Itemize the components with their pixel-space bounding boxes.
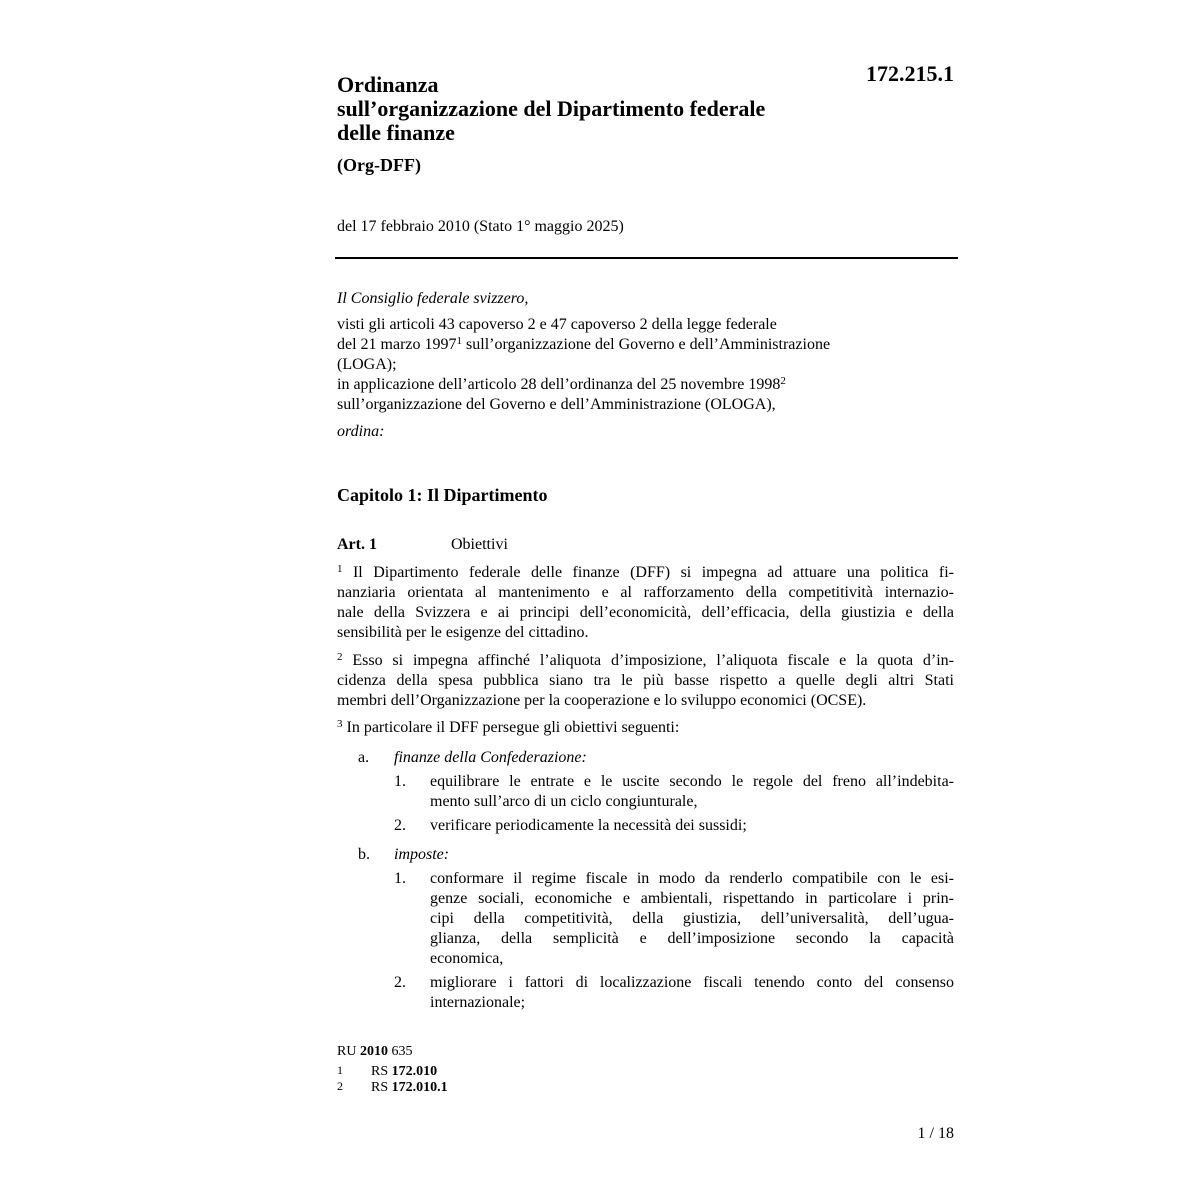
article-paragraph-2 <box>337 651 954 711</box>
title-line-2: sull’organizzazione del Dipartimento federale <box>337 96 766 121</box>
list-b-item-1-line-3: cipi della competitività, della giustizia, dell’universalità, dell’ugua- <box>430 910 954 927</box>
ru-prefix: RU <box>337 1044 360 1059</box>
page-number: 1 / 18 <box>917 1125 954 1142</box>
footnote-2-prefix: RS <box>371 1080 392 1095</box>
footnote-1-mark: 1 <box>337 1063 343 1077</box>
ingress-ordina: ordina: <box>337 423 385 440</box>
article-number: Art. 1 <box>337 536 377 553</box>
list-a-item-1-line-2: mento sull’arco di un ciclo congiunturale, <box>430 793 698 810</box>
footnote-2-link[interactable]: 172.010.1 <box>391 1080 448 1095</box>
ordinance-abbreviation: (Org-DFF) <box>337 155 421 175</box>
paragraph-2-line-1-text: Esso si impegna affinché l’aliquota d’imposizione, l’aliquota fiscale e la quota d’in- <box>342 652 954 669</box>
ingress-line-1: visti gli articoli 43 capoverso 2 e 47 capoverso 2 della legge federale <box>337 316 777 333</box>
footnote-1-text <box>371 1064 437 1080</box>
header-divider <box>335 257 958 259</box>
list-a-item-1-line-1: equilibrare le entrate e le uscite secondo le regole del freno all’indebita- <box>430 773 954 790</box>
ingress-body <box>337 315 957 415</box>
footnote-ref-1[interactable]: 1 <box>456 335 463 347</box>
paragraph-number: 3 <box>337 718 343 730</box>
list-a-item-2-line-1: verificare periodicamente la necessità dei sussidi; <box>430 817 747 834</box>
title-line-1: Ordinanza <box>337 72 439 97</box>
list-letter-b-title: imposte: <box>394 846 450 863</box>
list-letter-b: b. <box>358 846 370 863</box>
article-title: Obiettivi <box>451 536 508 553</box>
ingress-line-2-text: del 21 marzo 1997 <box>337 336 457 353</box>
ingress-line-4-text: in applicazione dell’articolo 28 dell’ordinanza del 25 novembre 1998 <box>337 376 781 393</box>
footnote-2-text <box>371 1080 448 1096</box>
list-b-item-1-line-5: economica, <box>430 950 504 967</box>
paragraph-2-line-2: cidenza della spesa pubblica siano tra le più basse rispetto a quelle degli altri Stati <box>337 672 954 689</box>
ingress-line-2 <box>337 335 957 355</box>
list-a-item-2 <box>430 816 954 836</box>
official-compilation-ref <box>337 1043 412 1061</box>
footnote-2-mark: 2 <box>337 1079 343 1093</box>
list-b-item-1 <box>430 869 954 969</box>
footnote-ref-2[interactable]: 2 <box>780 375 786 387</box>
footnote-1-link[interactable]: 172.010 <box>391 1064 438 1079</box>
list-b-item-2 <box>430 973 954 1013</box>
ingress-line-2-rest: sull’organizzazione del Governo e dell’Amministrazione <box>462 336 831 353</box>
ru-year: 2010 <box>359 1044 388 1059</box>
paragraph-1-line-2: nanziaria orientata al mantenimento e al rafforzamento della competitività internazio- <box>337 584 954 601</box>
sr-number: 172.215.1 <box>866 61 954 86</box>
list-b-item-1-line-4: glianza, della semplicità e dell’imposizione secondo la capacità <box>430 930 954 947</box>
ingress-line-5: sull’organizzazione del Governo e dell’Amministrazione (OLOGA), <box>337 396 776 413</box>
paragraph-3-text: In particolare il DFF persegue gli obiettivi seguenti: <box>342 719 680 736</box>
title-line-3: delle finanze <box>337 120 455 145</box>
ordinance-title <box>337 73 857 145</box>
paragraph-1-line-4: sensibilità per le esigenze del cittadino. <box>337 624 589 641</box>
footnote-1-prefix: RS <box>371 1064 392 1079</box>
article-paragraph-1 <box>337 563 954 643</box>
list-a-item-1 <box>430 772 954 812</box>
ru-page: 635 <box>387 1044 413 1059</box>
list-a-item-1-number: 1. <box>394 773 406 790</box>
list-letter-a-title: finanze della Confederazione: <box>394 749 587 766</box>
list-a-item-2-number: 2. <box>394 817 406 834</box>
paragraph-1-line-1-text: Il Dipartimento federale delle finanze (DFF) si impegna ad attuare una politica fi- <box>342 564 954 581</box>
paragraph-number: 2 <box>337 651 343 663</box>
ingress-subject: Il Consiglio federale svizzero, <box>337 290 529 307</box>
chapter-title: Capitolo 1: Il Dipartimento <box>337 485 548 505</box>
paragraph-number: 1 <box>337 563 343 575</box>
paragraph-3-line-1 <box>337 718 954 738</box>
list-b-item-2-line-2: internazionale; <box>430 994 526 1011</box>
list-b-item-1-line-2: genze sociali, economiche e ambientali, rispettando in particolare i prin- <box>430 890 954 907</box>
article-paragraph-3 <box>337 718 954 738</box>
ingress-line-3: (LOGA); <box>337 356 397 373</box>
paragraph-2-line-3: membri dell’Organizzazione per la cooperazione e lo sviluppo economici (OCSE). <box>337 692 867 709</box>
ordinance-date: del 17 febbraio 2010 (Stato 1° maggio 2025) <box>337 218 624 235</box>
paragraph-1-line-1 <box>337 563 954 583</box>
list-b-item-2-number: 2. <box>394 974 406 991</box>
paragraph-1-line-3: nale della Svizzera e ai principi dell’economicità, dell’efficacia, della giustizia e della <box>337 604 954 621</box>
paragraph-2-line-1 <box>337 651 954 671</box>
list-b-item-2-line-1: migliorare i fattori di localizzazione fiscali tenendo conto del consenso <box>430 974 954 991</box>
ingress-line-4 <box>337 375 957 395</box>
list-b-item-1-line-1: conformare il regime fiscale in modo da renderlo compatibile con le esi- <box>430 870 954 887</box>
list-b-item-1-number: 1. <box>394 870 406 887</box>
list-letter-a: a. <box>358 749 370 766</box>
